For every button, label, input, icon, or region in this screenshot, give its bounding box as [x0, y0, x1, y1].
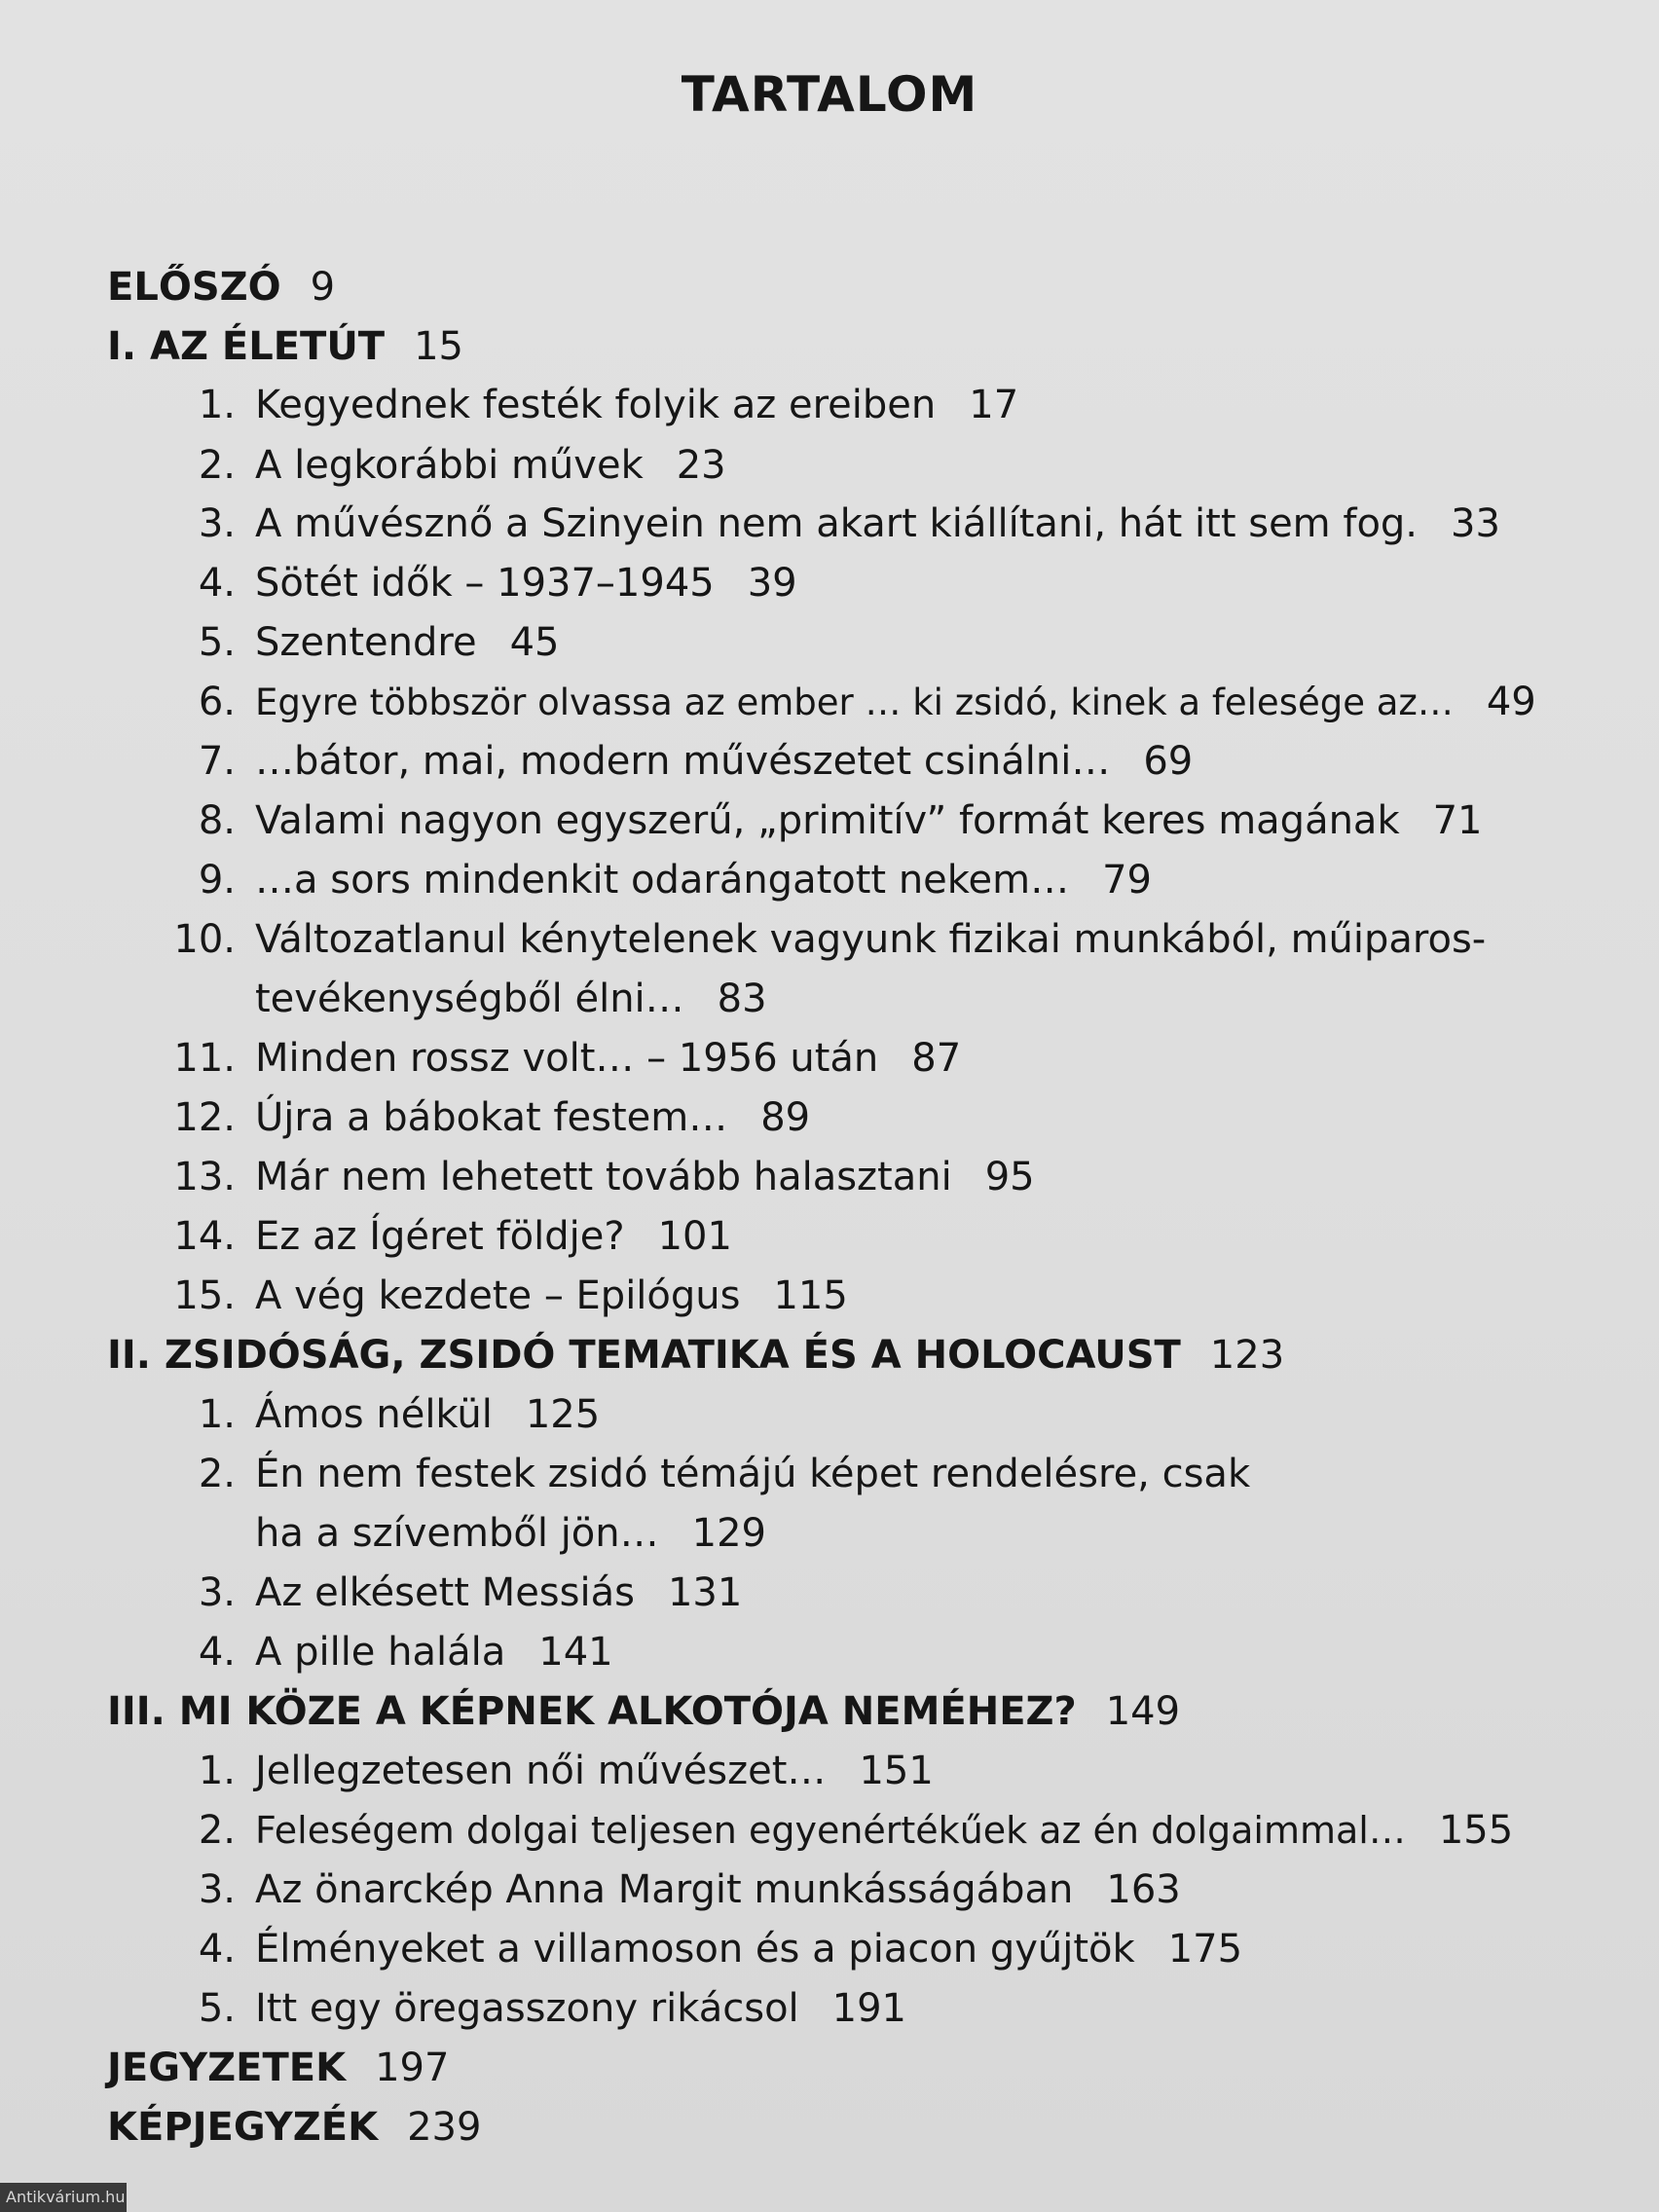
toc-item	[156, 1273, 848, 1318]
page-number: 17	[969, 383, 1019, 427]
page-number: 123	[1209, 1333, 1285, 1378]
item-number: 4.	[198, 1630, 236, 1675]
page-number: 15	[414, 324, 463, 369]
toc-item-continued	[156, 977, 767, 1021]
item-title: Minden rossz volt… – 1956 után	[255, 1036, 879, 1081]
item-title: A legkorábbi művek	[255, 443, 644, 488]
page-number: 49	[1486, 680, 1536, 724]
item-number: 9.	[198, 858, 236, 903]
item-title: A pille halála	[255, 1630, 506, 1675]
item-title: Újra a bábokat festem…	[255, 1095, 728, 1140]
section-label: KÉPJEGYZÉK	[107, 2105, 379, 2150]
item-title: A művésznő a Szinyein nem akart kiállítani, hát itt sem fog.	[255, 501, 1419, 546]
page-number: 39	[747, 561, 797, 606]
item-number: 15.	[173, 1273, 236, 1318]
toc-item	[156, 1867, 1181, 1912]
item-number: 14.	[173, 1214, 236, 1259]
toc-item-continued	[156, 1511, 766, 1556]
page-number: 175	[1167, 1927, 1243, 1972]
toc-item	[156, 561, 797, 606]
item-title: Az önarckép Anna Margit munkásságában	[255, 1867, 1074, 1912]
toc-item	[156, 1214, 732, 1259]
item-number: 2.	[198, 1808, 236, 1853]
page-number: 69	[1143, 739, 1194, 784]
section-label: I. AZ ÉLETÚT	[107, 324, 386, 369]
item-title: tevékenységből élni…	[255, 977, 684, 1021]
page-number: 115	[773, 1273, 848, 1318]
page-number: 239	[407, 2105, 482, 2150]
page-number: 141	[538, 1630, 613, 1675]
toc-section-preface	[107, 265, 335, 310]
item-title: Ámos nélkül	[255, 1392, 493, 1437]
toc-item	[156, 1808, 1513, 1853]
section-label: ELŐSZÓ	[107, 265, 281, 310]
toc-item	[156, 620, 559, 665]
page-number: 155	[1438, 1808, 1514, 1853]
page-number: 87	[911, 1036, 962, 1081]
page-number: 9	[310, 265, 336, 310]
toc-item	[156, 383, 1018, 427]
toc-item	[156, 1927, 1242, 1972]
page-number: 71	[1432, 798, 1483, 843]
item-number: 11.	[173, 1036, 236, 1081]
toc-item	[156, 501, 1500, 546]
toc-section-part2	[107, 1333, 1284, 1378]
item-title: Élményeket a villamoson és a piacon gyűjtök	[255, 1927, 1135, 1972]
item-title: …bátor, mai, modern művészetet csinálni…	[255, 739, 1111, 784]
item-number: 3.	[198, 1867, 236, 1912]
toc-section-notes	[107, 2046, 449, 2090]
item-title: Az elkésett Messiás	[255, 1570, 635, 1615]
toc-item	[156, 1570, 742, 1615]
item-number: 6.	[198, 680, 236, 724]
item-number: 4.	[198, 561, 236, 606]
item-title: Szentendre	[255, 620, 477, 665]
item-number: 4.	[198, 1927, 236, 1972]
item-number: 1.	[198, 1749, 236, 1793]
page-number: 125	[525, 1392, 601, 1437]
item-title: Jellegzetesen női művészet…	[255, 1749, 827, 1793]
page-title: TARTALOM	[681, 66, 978, 123]
page-number: 131	[667, 1570, 743, 1615]
item-title: …a sors mindenkit odarángatott nekem…	[255, 858, 1070, 903]
page-number: 79	[1102, 858, 1152, 903]
page-number: 163	[1106, 1867, 1181, 1912]
page-number: 197	[375, 2046, 450, 2090]
page-number: 83	[717, 977, 767, 1021]
item-title: ha a szívemből jön…	[255, 1511, 659, 1556]
item-title: Kegyednek festék folyik az ereiben	[255, 383, 937, 427]
page-number: 101	[657, 1214, 732, 1259]
toc-section-part1	[107, 324, 463, 369]
toc-item	[156, 1749, 934, 1793]
item-number: 5.	[198, 1986, 236, 2031]
toc-item	[156, 1452, 1250, 1496]
item-title: Sötét idők – 1937–1945	[255, 561, 715, 606]
item-title: A vég kezdete – Epilógus	[255, 1273, 741, 1318]
toc-item	[156, 1392, 600, 1437]
page-number: 45	[509, 620, 560, 665]
item-title: Feleségem dolgai teljesen egyenértékűek az én dolgaimmal…	[255, 1809, 1406, 1852]
page-number: 95	[984, 1155, 1035, 1199]
item-title: Én nem festek zsidó témájú képet rendelésre, csak	[255, 1452, 1251, 1496]
page-number: 33	[1451, 501, 1500, 546]
toc-section-images	[107, 2105, 481, 2150]
toc-item	[156, 917, 1486, 962]
item-number: 12.	[173, 1095, 236, 1140]
item-number: 13.	[173, 1155, 236, 1199]
watermark: Antikvárium.hu	[0, 2183, 127, 2212]
item-number: 5.	[198, 620, 236, 665]
toc-item	[156, 1630, 613, 1675]
page-number: 89	[760, 1095, 811, 1140]
item-title: Egyre többször olvassa az ember … ki zsidó, kinek a felesége az…	[255, 682, 1454, 723]
item-title: Változatlanul kénytelenek vagyunk fizikai munkából, műiparos-	[255, 917, 1487, 962]
toc-item	[156, 1155, 1035, 1199]
toc-item	[156, 1036, 961, 1081]
page-number: 191	[831, 1986, 907, 2031]
item-number: 3.	[198, 1570, 236, 1615]
item-number: 2.	[198, 1452, 236, 1496]
item-title: Valami nagyon egyszerű, „primitív” formát keres magának	[255, 798, 1400, 843]
item-title: Ez az Ígéret földje?	[255, 1214, 625, 1259]
toc-item	[156, 798, 1483, 843]
toc-item	[156, 443, 726, 488]
page-number: 149	[1105, 1689, 1181, 1734]
section-label: JEGYZETEK	[107, 2046, 347, 2090]
page-number: 151	[859, 1749, 934, 1793]
page-number: 129	[691, 1511, 766, 1556]
toc-item	[156, 739, 1193, 784]
item-number: 10.	[173, 917, 236, 962]
page-number: 23	[676, 443, 726, 488]
section-label: II. ZSIDÓSÁG, ZSIDÓ TEMATIKA ÉS A HOLOCAUST	[107, 1333, 1181, 1378]
toc-item	[156, 858, 1152, 903]
item-number: 8.	[198, 798, 236, 843]
item-title: Itt egy öregasszony rikácsol	[255, 1986, 799, 2031]
toc-section-part3	[107, 1689, 1180, 1734]
toc-item	[156, 1095, 810, 1140]
toc-item	[156, 1986, 906, 2031]
item-number: 1.	[198, 383, 236, 427]
toc-item	[156, 680, 1536, 724]
item-number: 7.	[198, 739, 236, 784]
item-number: 3.	[198, 501, 236, 546]
item-title: Már nem lehetett tovább halasztani	[255, 1155, 952, 1199]
section-label: III. MI KÖZE A KÉPNEK ALKOTÓJA NEMÉHEZ?	[107, 1689, 1077, 1734]
item-number: 1.	[198, 1392, 236, 1437]
item-number: 2.	[198, 443, 236, 488]
